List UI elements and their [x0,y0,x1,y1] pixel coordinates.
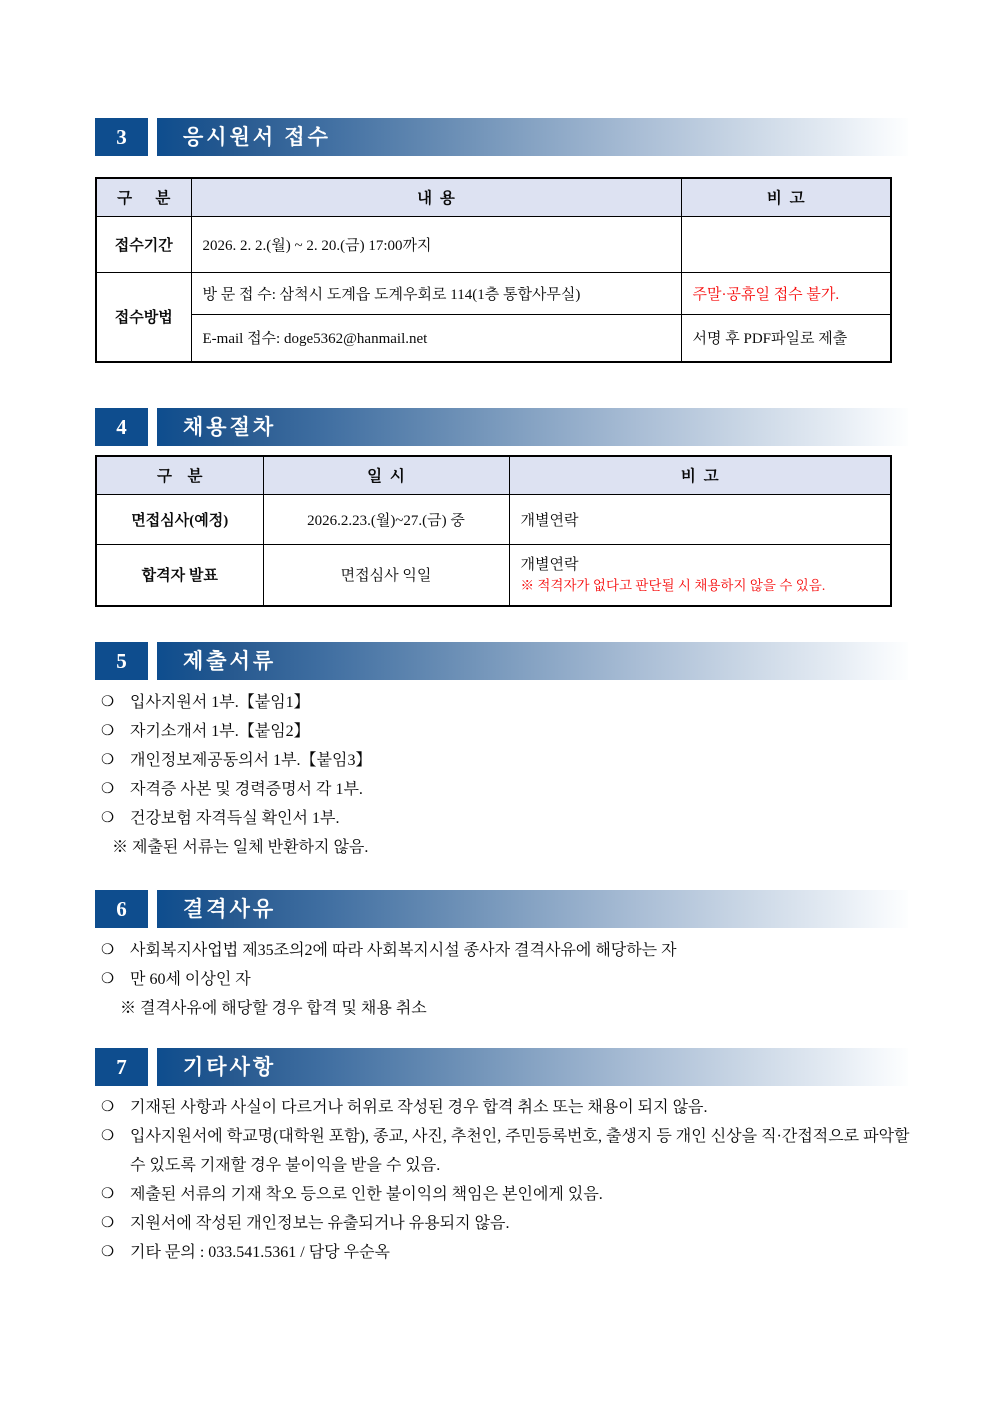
list-item [99,1238,911,1267]
circle-bullet-icon: ❍ [101,1244,114,1260]
list-item [99,717,911,746]
list-item-text: 사회복지사업법 제35조의2에 따라 사회복지시설 종사자 결격사유에 해당하는 자 [130,942,677,959]
circle-bullet-icon: ❍ [101,781,114,797]
visit-content: 방 문 접 수: 삼척시 도계읍 도계우회로 114(1층 통합사무실) [191,272,681,314]
interview-time: 2026.2.23.(월)~27.(금) 중 [263,494,509,544]
circle-bullet-icon: ❍ [101,1186,114,1202]
section-6-header [95,890,908,928]
list-item [99,965,911,994]
method-label: 접수방법 [96,272,191,362]
list-item [99,688,911,717]
list-item-text: 만 60세 이상인 자 [130,971,251,988]
announcement-note [509,544,891,606]
col-header-remarks: 비 고 [509,456,891,494]
list-item-text: 개인정보제공동의서 1부.【붙임3】 [130,752,372,769]
list-item [99,1122,911,1180]
application-submission-table [95,177,892,363]
section-3-number: 3 [95,118,148,156]
email-content: E-mail 접수: doge5362@hanmail.net [191,314,681,362]
section-3-header [95,118,908,156]
circle-bullet-icon: ❍ [101,694,114,710]
circle-bullet-icon: ❍ [101,1128,114,1144]
list-item-text: 제출된 서류의 기재 착오 등으로 인한 불이익의 책임은 본인에게 있음. [130,1186,603,1203]
circle-bullet-icon: ❍ [101,723,114,739]
table-row-interview [96,494,891,544]
list-item [99,804,911,833]
circle-bullet-icon: ❍ [101,1215,114,1231]
section-5-number: 5 [95,642,148,680]
circle-bullet-icon: ❍ [101,942,114,958]
period-label: 접수기간 [96,216,191,272]
list-item-text: 지원서에 작성된 개인정보는 유출되거나 유용되지 않음. [130,1215,510,1232]
section-4-header [95,408,908,446]
period-content: 2026. 2. 2.(월) ~ 2. 20.(금) 17:00까지 [191,216,681,272]
disqualification-note: ※ 결격사유에 해당할 경우 합격 및 채용 취소 [120,1000,427,1017]
col-header-category: 구 분 [96,456,263,494]
section-7-number: 7 [95,1048,148,1086]
list-item-text: 자기소개서 1부.【붙임2】 [130,723,310,740]
table-row-announcement [96,544,891,606]
list-item [99,1093,911,1122]
list-item-text: 기타 문의 : 033.541.5361 / 담당 우순옥 [130,1244,390,1261]
documents-return-note: ※ 제출된 서류는 일체 반환하지 않음. [112,839,369,856]
list-item-text: 입사지원서에 학교명(대학원 포함), 종교, 사진, 추천인, 주민등록번호, 출생지 등 개인 신상을 직·간접적으로 파악할 수 있도록 기재할 경우 불이익을 받을 수 있음. [130,1128,910,1174]
list-item [99,936,911,965]
circle-bullet-icon: ❍ [101,971,114,987]
circle-bullet-icon: ❍ [101,752,114,768]
section-4-number: 4 [95,408,148,446]
section-5-title: 제출서류 [157,642,908,680]
col-header-category: 구 분 [96,178,191,216]
announcement-note-contact: 개별연락 [520,556,579,573]
interview-label: 면접심사(예정) [96,494,263,544]
list-item-text: 입사지원서 1부.【붙임1】 [130,694,310,711]
misc-notes-list [99,1093,911,1267]
disqualification-list [99,936,911,1023]
section-7-title: 기타사항 [157,1048,908,1086]
required-documents-list [99,688,911,862]
table-row-visit [96,272,891,314]
circle-bullet-icon: ❍ [101,1099,114,1115]
section-5-header [95,642,908,680]
announcement-time: 면접심사 익일 [263,544,509,606]
list-item [99,1209,911,1238]
section-6-title: 결격사유 [157,890,908,928]
list-item [99,1180,911,1209]
announcement-label: 합격자 발표 [96,544,263,606]
section-6-number: 6 [95,890,148,928]
list-item [99,746,911,775]
circle-bullet-icon: ❍ [101,810,114,826]
table-header-row [96,178,891,216]
table-row-period [96,216,891,272]
col-header-remarks: 비 고 [681,178,891,216]
announcement-note-warning: ※ 적격자가 없다고 판단될 시 채용하지 않을 수 있음. [520,577,826,593]
list-item-text: 자격증 사본 및 경력증명서 각 1부. [130,781,363,798]
section-7-header [95,1048,908,1086]
visit-note: 주말·공휴일 접수 불가. [681,272,891,314]
period-note [681,216,891,272]
list-item-text: 건강보험 자격득실 확인서 1부. [130,810,340,827]
interview-note: 개별연락 [509,494,891,544]
list-item [99,775,911,804]
table-row-email [96,314,891,362]
col-header-datetime: 일 시 [263,456,509,494]
section-4-title: 채용절차 [157,408,908,446]
hiring-procedure-table [95,455,892,607]
section-3-title: 응시원서 접수 [157,118,908,156]
table-header-row [96,456,891,494]
col-header-content: 내 용 [191,178,681,216]
email-note: 서명 후 PDF파일로 제출 [681,314,891,362]
list-item-text: 기재된 사항과 사실이 다르거나 허위로 작성된 경우 합격 취소 또는 채용이 되지 않음. [130,1099,708,1116]
